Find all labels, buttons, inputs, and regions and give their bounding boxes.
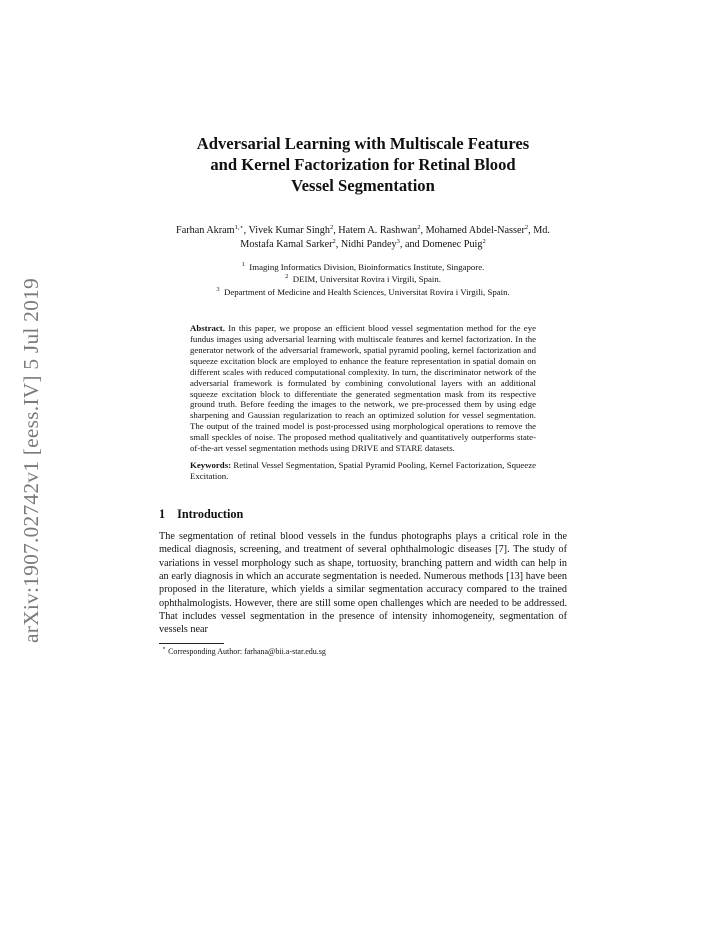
- author-affiliation-mark: 2: [417, 224, 421, 231]
- affiliation-text: Department of Medicine and Health Sciences, Universitat Rovira i Virgili, Spain.: [223, 286, 510, 297]
- author-name: Vivek Kumar Singh: [248, 225, 330, 236]
- author-affiliation-mark: 2: [329, 224, 334, 231]
- author-separator: , and: [399, 238, 423, 250]
- section-number: 1: [159, 507, 166, 522]
- title-line: Vessel Segmentation: [291, 176, 435, 195]
- author-name: Domenec Puig: [422, 238, 483, 250]
- author-separator: ,: [335, 238, 341, 250]
- affiliation-mark: 1: [241, 261, 245, 269]
- author-separator: ,: [420, 225, 426, 236]
- abstract-text: In this paper, we propose an efficient blood vessel segmentation method for the eye fundus images using adversarial learning with multiscale features and kernel factorization. In the generator network of the adversarial framework, spatial pyramid pooling, kernel factorization and squeeze excitation block are employed to enhance the feature representation in spatial domain on different scales with reduced computational complexity. In turn, the discriminator network of the adversarial framework is formulated by combining convolutional layers with an additional squeeze excitation block to differentiate the generated segmentation mask from its respective ground truth. Before feeding the images to the network, we pre-processed them by using edge sharpening and Gaussian regularization to reach an optimized solution for vessel segmentation. The output of the trained model is post-processed using morphological operations to remove the small speckles of noise. The proposed method qualitatively and quantitatively outperforms state-of-the-art vessel segmentation methods using DRIVE and STARE datasets.: [190, 322, 536, 454]
- affiliation-text: DEIM, Universitat Rovira i Virgili, Spain.: [292, 274, 441, 285]
- footnote: [159, 644, 567, 657]
- affiliation: [151, 273, 575, 285]
- arxiv-identifier-text: arXiv:1907.02742v1 [eess.IV] 5 Jul 2019: [18, 277, 43, 643]
- affiliation-text: Imaging Informatics Division, Bioinformatics Institute, Singapore.: [249, 262, 485, 273]
- keywords: [190, 460, 536, 482]
- affiliation-mark: 3: [216, 285, 220, 293]
- author-separator: ,: [333, 225, 339, 236]
- title-line: and Kernel Factorization for Retinal Blood: [210, 155, 516, 174]
- author-name: Mohamed Abdel-Nasser: [425, 225, 525, 236]
- affiliation-mark: 2: [285, 273, 289, 281]
- author-name: Nidhi Pandey: [340, 238, 397, 250]
- paper-page: [159, 0, 567, 657]
- footnote-text: Corresponding Author: farhana@bii.a-star.edu.sg: [168, 646, 326, 656]
- intro-paragraph: The segmentation of retinal blood vessels in the fundus photographs plays a critical role in the medical diagnosis, screening, and treatment of several ophthalmologic diseases [7]. The study of variations in vessel morphology such as shape, tortuosity, branching pattern and width can help in an early diagnosis in which an accurate segmentation is needed. Numerous methods [13] have been proposed in the literature, which yields a similar segmentation accuracy compared to the trained ophthalmologists. However, there are still some open challenges which are needed to be addressed. That includes vessel segmentation in the presence of intensity inhomogeneity, segmentation of vessels near: [159, 531, 567, 636]
- affiliation: [151, 286, 575, 298]
- author-separator: ,: [243, 225, 249, 236]
- footnote-rule: [159, 643, 224, 644]
- section-title: Introduction: [177, 507, 244, 522]
- author-affiliation-mark: 1,⋆: [234, 224, 244, 231]
- affiliation-list: [151, 261, 575, 298]
- title-line: Adversarial Learning with Multiscale Features: [196, 134, 530, 153]
- author-affiliation-mark: 2: [482, 237, 486, 245]
- author-affiliation-mark: 2: [524, 224, 529, 231]
- author-separator: ,: [528, 225, 534, 236]
- keywords-text: Retinal Vessel Segmentation, Spatial Pyramid Pooling, Kernel Factorization, Squeeze Excitation.: [190, 460, 537, 482]
- author-affiliation-mark: 3: [396, 237, 400, 245]
- author-name: Md. Mostafa Kamal Sarker: [240, 225, 550, 250]
- paper-title: [159, 133, 567, 196]
- author-affiliation-mark: 2: [332, 237, 336, 245]
- author-name: Farhan Akram: [176, 225, 235, 236]
- author-list: [159, 224, 567, 251]
- arxiv-identifier: [14, 255, 48, 665]
- footnote-mark: ⋆: [162, 644, 167, 652]
- affiliation: [151, 261, 575, 273]
- author-name: Hatem A. Rashwan: [338, 225, 418, 236]
- abstract-label: Abstract.: [190, 322, 225, 333]
- abstract: [190, 323, 536, 454]
- section-heading: [159, 507, 567, 522]
- keywords-label: Keywords:: [190, 460, 232, 471]
